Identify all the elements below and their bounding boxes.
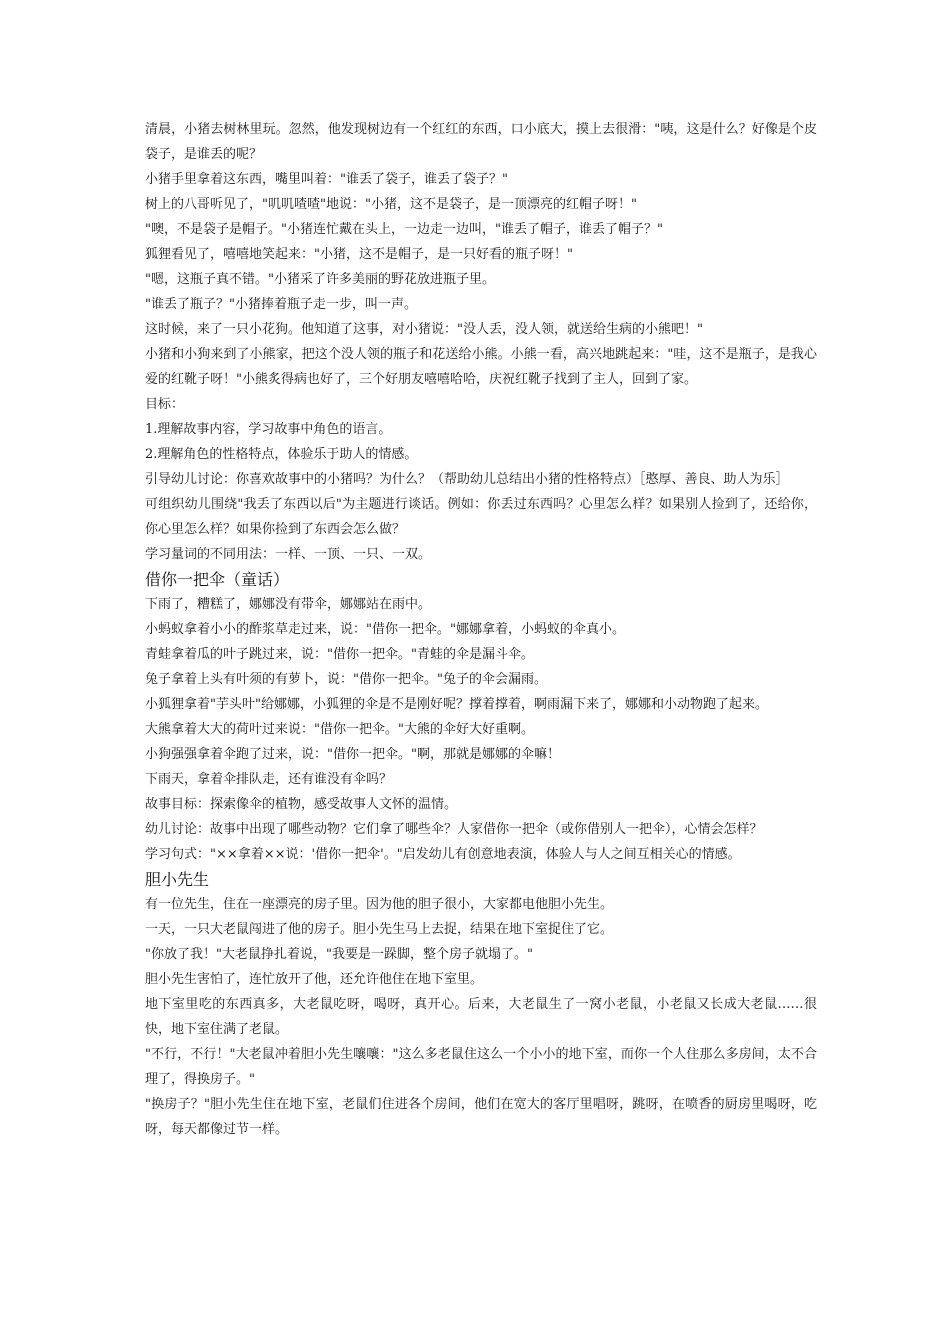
paragraph: 下雨了，糟糕了，娜娜没有带伞，娜娜站在雨中。 [145, 597, 432, 612]
paragraph: 狐狸看见了，嘻嘻地笑起来："小猪，这不是帽子，是一只好看的瓶子呀！" [145, 247, 573, 262]
paragraph: 胆小先生害怕了，连忙放开了他，还允许他住在地下室里。 [145, 972, 484, 987]
document-page [145, 117, 817, 1142]
paragraph: 青蛙拿着瓜的叶子跳过来，说："借你一把伞。"青蛙的伞是漏斗伞。 [145, 647, 534, 662]
story-section-lost-boot [145, 117, 817, 567]
paragraph: 下雨天，拿着伞排队走，还有谁没有伞吗？ [145, 772, 393, 787]
paragraph: "谁丢了瓶子？"小猪捧着瓶子走一步，叫一声。 [145, 297, 417, 312]
paragraph: 地下室里吃的东西真多，大老鼠吃呀，喝呀，真开心。后来，大老鼠生了一窝小老鼠，小老鼠又长成大老鼠……很快，地下室住满了老鼠。 [145, 997, 817, 1037]
paragraph: "不行，不行！"大老鼠冲着胆小先生嚷嚷："这么多老鼠住这么一个小小的地下室，而你一个人住那么多房间，太不合理了，得换房子。" [145, 1047, 817, 1087]
section-heading: 借你一把伞（童话） [145, 570, 290, 589]
paragraph: 学习量词的不同用法：一样、一顶、一只、一双。 [145, 547, 432, 562]
paragraph: 一天，一只大老鼠闯进了他的房子。胆小先生马上去捉，结果在地下室捉住了它。 [145, 922, 614, 937]
section-heading: 胆小先生 [145, 870, 210, 889]
paragraph: 有一位先生，住在一座漂亮的房子里。因为他的胆子很小，大家都电他胆小先生。 [145, 897, 614, 912]
paragraph: 小猪手里拿着这东西，嘴里叫着："谁丢了袋子，谁丢了袋子？" [145, 172, 508, 187]
paragraph: "噢，不是袋子是帽子。"小猪连忙戴在头上，一边走一边叫，"谁丢了帽子，谁丢了帽子？" [145, 222, 663, 237]
paragraph: "嗯，这瓶子真不错。"小猪采了许多美丽的野花放进瓶子里。 [145, 272, 495, 287]
paragraph: 小狗强强拿着伞跑了过来，说："借你一把伞。"啊，那就是娜娜的伞嘛！ [145, 747, 560, 762]
story-section-umbrella [145, 567, 817, 867]
story-section-timid-gentleman [145, 867, 817, 1142]
paragraph: 大熊拿着大大的荷叶过来说："借你一把伞。"大熊的伞好大好重啊。 [145, 722, 534, 737]
paragraph: 树上的八哥听见了，"叽叽喳喳"地说："小猪，这不是袋子，是一顶漂亮的红帽子呀！" [145, 197, 637, 212]
paragraph: 可组织幼儿围绕"我丢了东西以后"为主题进行谈话。例如：你丢过东西吗？心里怎么样？如果别人捡到了，还给你，你心里怎么样？如果你捡到了东西会怎么做？ [145, 497, 817, 537]
paragraph: 目标： [145, 397, 185, 412]
paragraph: 小猪和小狗来到了小熊家，把这个没人领的瓶子和花送给小熊。小熊一看，高兴地跳起来："哇，这不是瓶子，是我心爱的红靴子呀！"小熊炙得病也好了，三个好朋友嘻嘻哈哈，庆祝红靴子找到了主人，回到了家。 [145, 347, 817, 387]
paragraph: 引导幼儿讨论：你喜欢故事中的小猪吗？为什么？（帮助幼儿总结出小猪的性格特点）［憨厚、善良、助人为乐］ [145, 472, 789, 487]
paragraph: 兔子拿着上头有叶须的有萝卜，说："借你一把伞。"兔子的伞会漏雨。 [145, 672, 547, 687]
paragraph: 这时候，来了一只小花狗。他知道了这事，对小猪说："没人丢，没人领，就送给生病的小熊吧！" [145, 322, 703, 337]
paragraph: 2.理解角色的性格特点，体验乐于助人的情感。 [145, 447, 418, 462]
paragraph: 小狐狸拿着"芋头叶"给娜娜，小狐狸的伞是不是刚好呢？撑着撑着，啊雨漏下来了，娜娜和小动物跑了起来。 [145, 697, 768, 712]
paragraph: 1.理解故事内容，学习故事中角色的语言。 [145, 422, 392, 437]
paragraph: 清晨，小猪去树林里玩。忽然，他发现树边有一个红红的东西，口小底大，摸上去很滑："咦，这是什么？好像是个皮袋子，是谁丢的呢？ [145, 122, 817, 162]
paragraph: 幼儿讨论：故事中出现了哪些动物？它们拿了哪些伞？人家借你一把伞（或你借别人一把伞），心情会怎样？ [145, 822, 763, 837]
paragraph: 故事目标：探索像伞的植物，感受故事人文怀的温情。 [145, 797, 458, 812]
paragraph: 学习句式："××拿着××说：'借你一把伞'。"启发幼儿有创意地表演，体验人与人之间互相关心的情感。 [145, 847, 741, 862]
paragraph: "换房子？"胆小先生住在地下室，老鼠们住进各个房间，他们在宽大的客厅里唱呀，跳呀，在喷香的厨房里喝呀，吃呀，每天都像过节一样。 [145, 1097, 817, 1137]
paragraph: "你放了我！"大老鼠挣扎着说，"我要是一跺脚，整个房子就塌了。" [145, 947, 533, 962]
paragraph: 小蚂蚁拿着小小的酢浆草走过来，说："借你一把伞。"娜娜拿着，小蚂蚁的伞真小。 [145, 622, 625, 637]
